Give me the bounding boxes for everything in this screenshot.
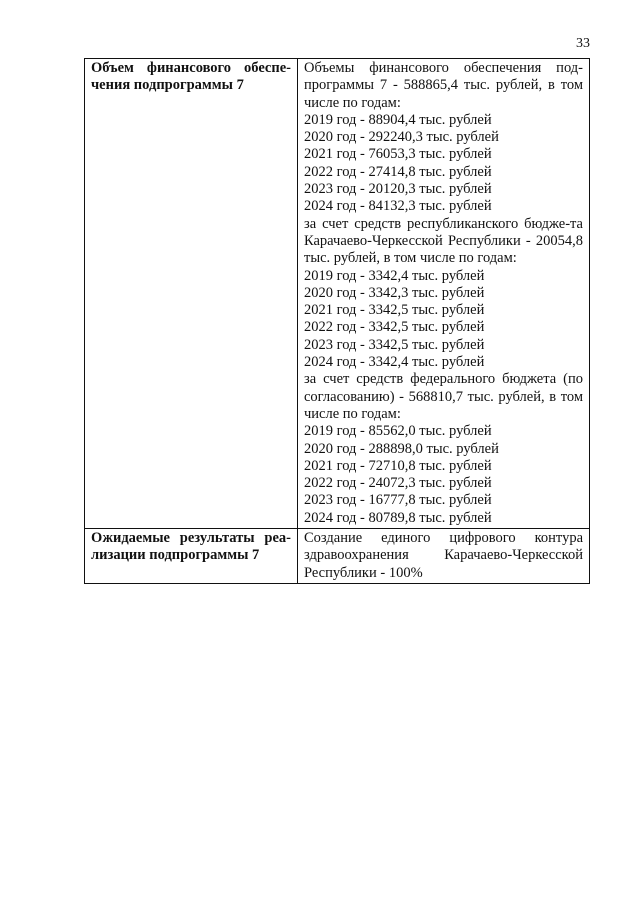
funding-total-year: 2022 год - 27414,8 тыс. рублей <box>304 163 492 180</box>
funding-federal-intro: за счет средств федерального бюджета (по согласованию) - 568810,7 тыс. рублей, в том числе по годам: <box>304 371 583 422</box>
funding-total-year: 2020 год - 292240,3 тыс. рублей <box>304 129 499 146</box>
funding-federal-year: 2020 год - 288898,0 тыс. рублей <box>304 440 499 457</box>
results-details <box>298 529 590 584</box>
funding-total-year: 2021 год - 76053,3 тыс. рублей <box>304 146 492 163</box>
funding-details <box>298 59 590 529</box>
funding-regional-year: 2021 год - 3342,5 тыс. рублей <box>304 302 485 319</box>
funding-total-year: 2024 год - 84132,3 тыс. рублей <box>304 198 492 215</box>
table-row-funding <box>85 59 590 529</box>
funding-regional-year: 2022 год - 3342,5 тыс. рублей <box>304 319 485 336</box>
funding-regional-year: 2023 год - 3342,5 тыс. рублей <box>304 336 485 353</box>
funding-total-year: 2019 год - 88904,4 тыс. рублей <box>304 111 492 128</box>
funding-federal-year: 2019 год - 85562,0 тыс. рублей <box>304 423 492 440</box>
funding-federal-year: 2024 год - 80789,8 тыс. рублей <box>304 509 492 526</box>
funding-regional-intro: за счет средств республиканского бюдже-та Карачаево-Черкесской Республики - 20054,8 тыс. рублей, в том числе по годам: <box>304 215 583 267</box>
funding-federal-year: 2023 год - 16777,8 тыс. рублей <box>304 492 492 509</box>
funding-regional-year: 2019 год - 3342,4 тыс. рублей <box>304 267 485 284</box>
funding-regional-year: 2020 год - 3342,3 тыс. рублей <box>304 284 485 301</box>
results-text: Создание единого цифрового контура здравоохранения Карачаево-Черкесской Республики - 100% <box>304 530 583 581</box>
results-label: Ожидаемые результаты реа-лизации подпрограммы 7 <box>85 529 298 584</box>
funding-regional-year: 2024 год - 3342,4 тыс. рублей <box>304 354 485 371</box>
funding-label: Объем финансового обеспе-чения подпрограммы 7 <box>85 59 298 529</box>
table-row-results <box>85 529 590 584</box>
funding-total-intro: Объемы финансового обеспечения под-программы 7 - 588865,4 тыс. рублей, в том числе по годам: <box>304 60 583 111</box>
page-number: 33 <box>576 36 590 51</box>
funding-federal-year: 2022 год - 24072,3 тыс. рублей <box>304 475 492 492</box>
funding-total-year: 2023 год - 20120,3 тыс. рублей <box>304 181 492 198</box>
funding-federal-year: 2021 год - 72710,8 тыс. рублей <box>304 457 492 474</box>
subprogram-passport-table <box>84 58 590 584</box>
